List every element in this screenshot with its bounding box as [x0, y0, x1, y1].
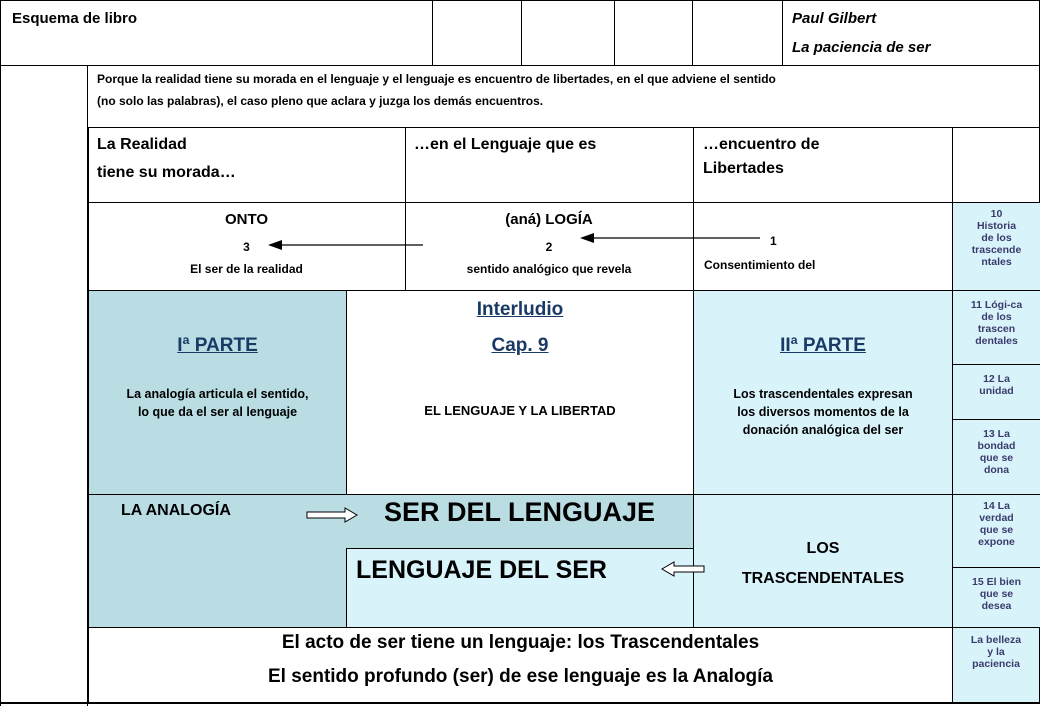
interlude-title: Interludio	[476, 299, 564, 320]
logia-description: sentido analógico que revela	[466, 262, 632, 276]
thesis-reality-1: La Realidad	[97, 136, 187, 153]
trascendentales-line-1: LOS	[806, 540, 840, 557]
author-name: Paul Gilbert	[792, 10, 877, 27]
part1-line-1: La analogía articula el sentido,	[126, 387, 309, 401]
part1-title: Iª PARTE	[177, 335, 258, 356]
chapter-10: 10 Historia de los trascende ntales	[952, 202, 1040, 291]
lenguaje-del-ser: LENGUAJE DEL SER	[356, 556, 607, 584]
part2-line-1: Los trascendentales expresan	[733, 387, 913, 401]
logia-title: (aná) LOGÍA	[505, 211, 593, 228]
book-outline-label: Esquema de libro	[12, 10, 138, 27]
ser-del-lenguaje: SER DEL LENGUAJE	[384, 497, 656, 527]
conclusion-line-2: El sentido profundo (ser) de ese lenguaje es la Analogía	[267, 666, 773, 687]
chapter-14: 14 La verdad que se expone	[952, 494, 1040, 568]
thesis-freedom-1: …encuentro de	[703, 136, 820, 153]
intro-line-2: (no solo las palabras), el caso pleno que aclara y juzga los demás encuentros.	[97, 94, 544, 108]
part2-title: IIª PARTE	[780, 335, 866, 356]
chapter-13: 13 La bondad que se dona	[952, 419, 1040, 495]
chapter-beauty: La belleza y la paciencia	[952, 627, 1040, 703]
arrow-consent-to-logia	[580, 233, 760, 243]
part1-line-2: lo que da el ser al lenguaje	[137, 405, 298, 419]
arrow-trascendentales-to-lenguaje	[662, 562, 704, 576]
logia-number: 2	[545, 240, 553, 254]
consent-number: 1	[770, 234, 777, 248]
arrow-analogy-to-ser	[307, 508, 357, 522]
book-title: La paciencia de ser	[792, 39, 931, 56]
thesis-language: …en el Lenguaje que es	[414, 136, 597, 153]
chapter-12: 12 La unidad	[952, 364, 1040, 420]
conclusion-line-1: El acto de ser tiene un lenguaje: los Trascendentales	[281, 632, 760, 653]
analogy-label: LA ANALOGÍA	[121, 502, 231, 519]
intro-line-1: Porque la realidad tiene su morada en el lenguaje y el lenguaje es encuentro de libertades, en el que adviene el sentido	[97, 72, 776, 86]
onto-number: 3	[243, 240, 250, 254]
thesis-reality-2: tiene su morada…	[97, 164, 236, 181]
thesis-freedom-2: Libertades	[703, 160, 784, 177]
interlude-description: EL LENGUAJE Y LA LIBERTAD	[424, 403, 616, 418]
chapter-11: 11 Lógi-ca de los trascen dentales	[952, 290, 1040, 365]
part2-line-3: donación analógica del ser	[742, 423, 904, 437]
consent-description: Consentimiento del	[704, 258, 816, 272]
chapter-15: 15 El bien que se desea	[952, 567, 1040, 628]
trascendentales-line-2: TRASCENDENTALES	[741, 570, 905, 587]
onto-title: ONTO	[224, 211, 269, 228]
onto-description: El ser de la realidad	[190, 262, 303, 276]
interlude-chapter: Cap. 9	[491, 335, 549, 356]
part2-line-2: los diversos momentos de la	[737, 405, 909, 419]
arrow-logia-to-onto	[268, 240, 423, 250]
